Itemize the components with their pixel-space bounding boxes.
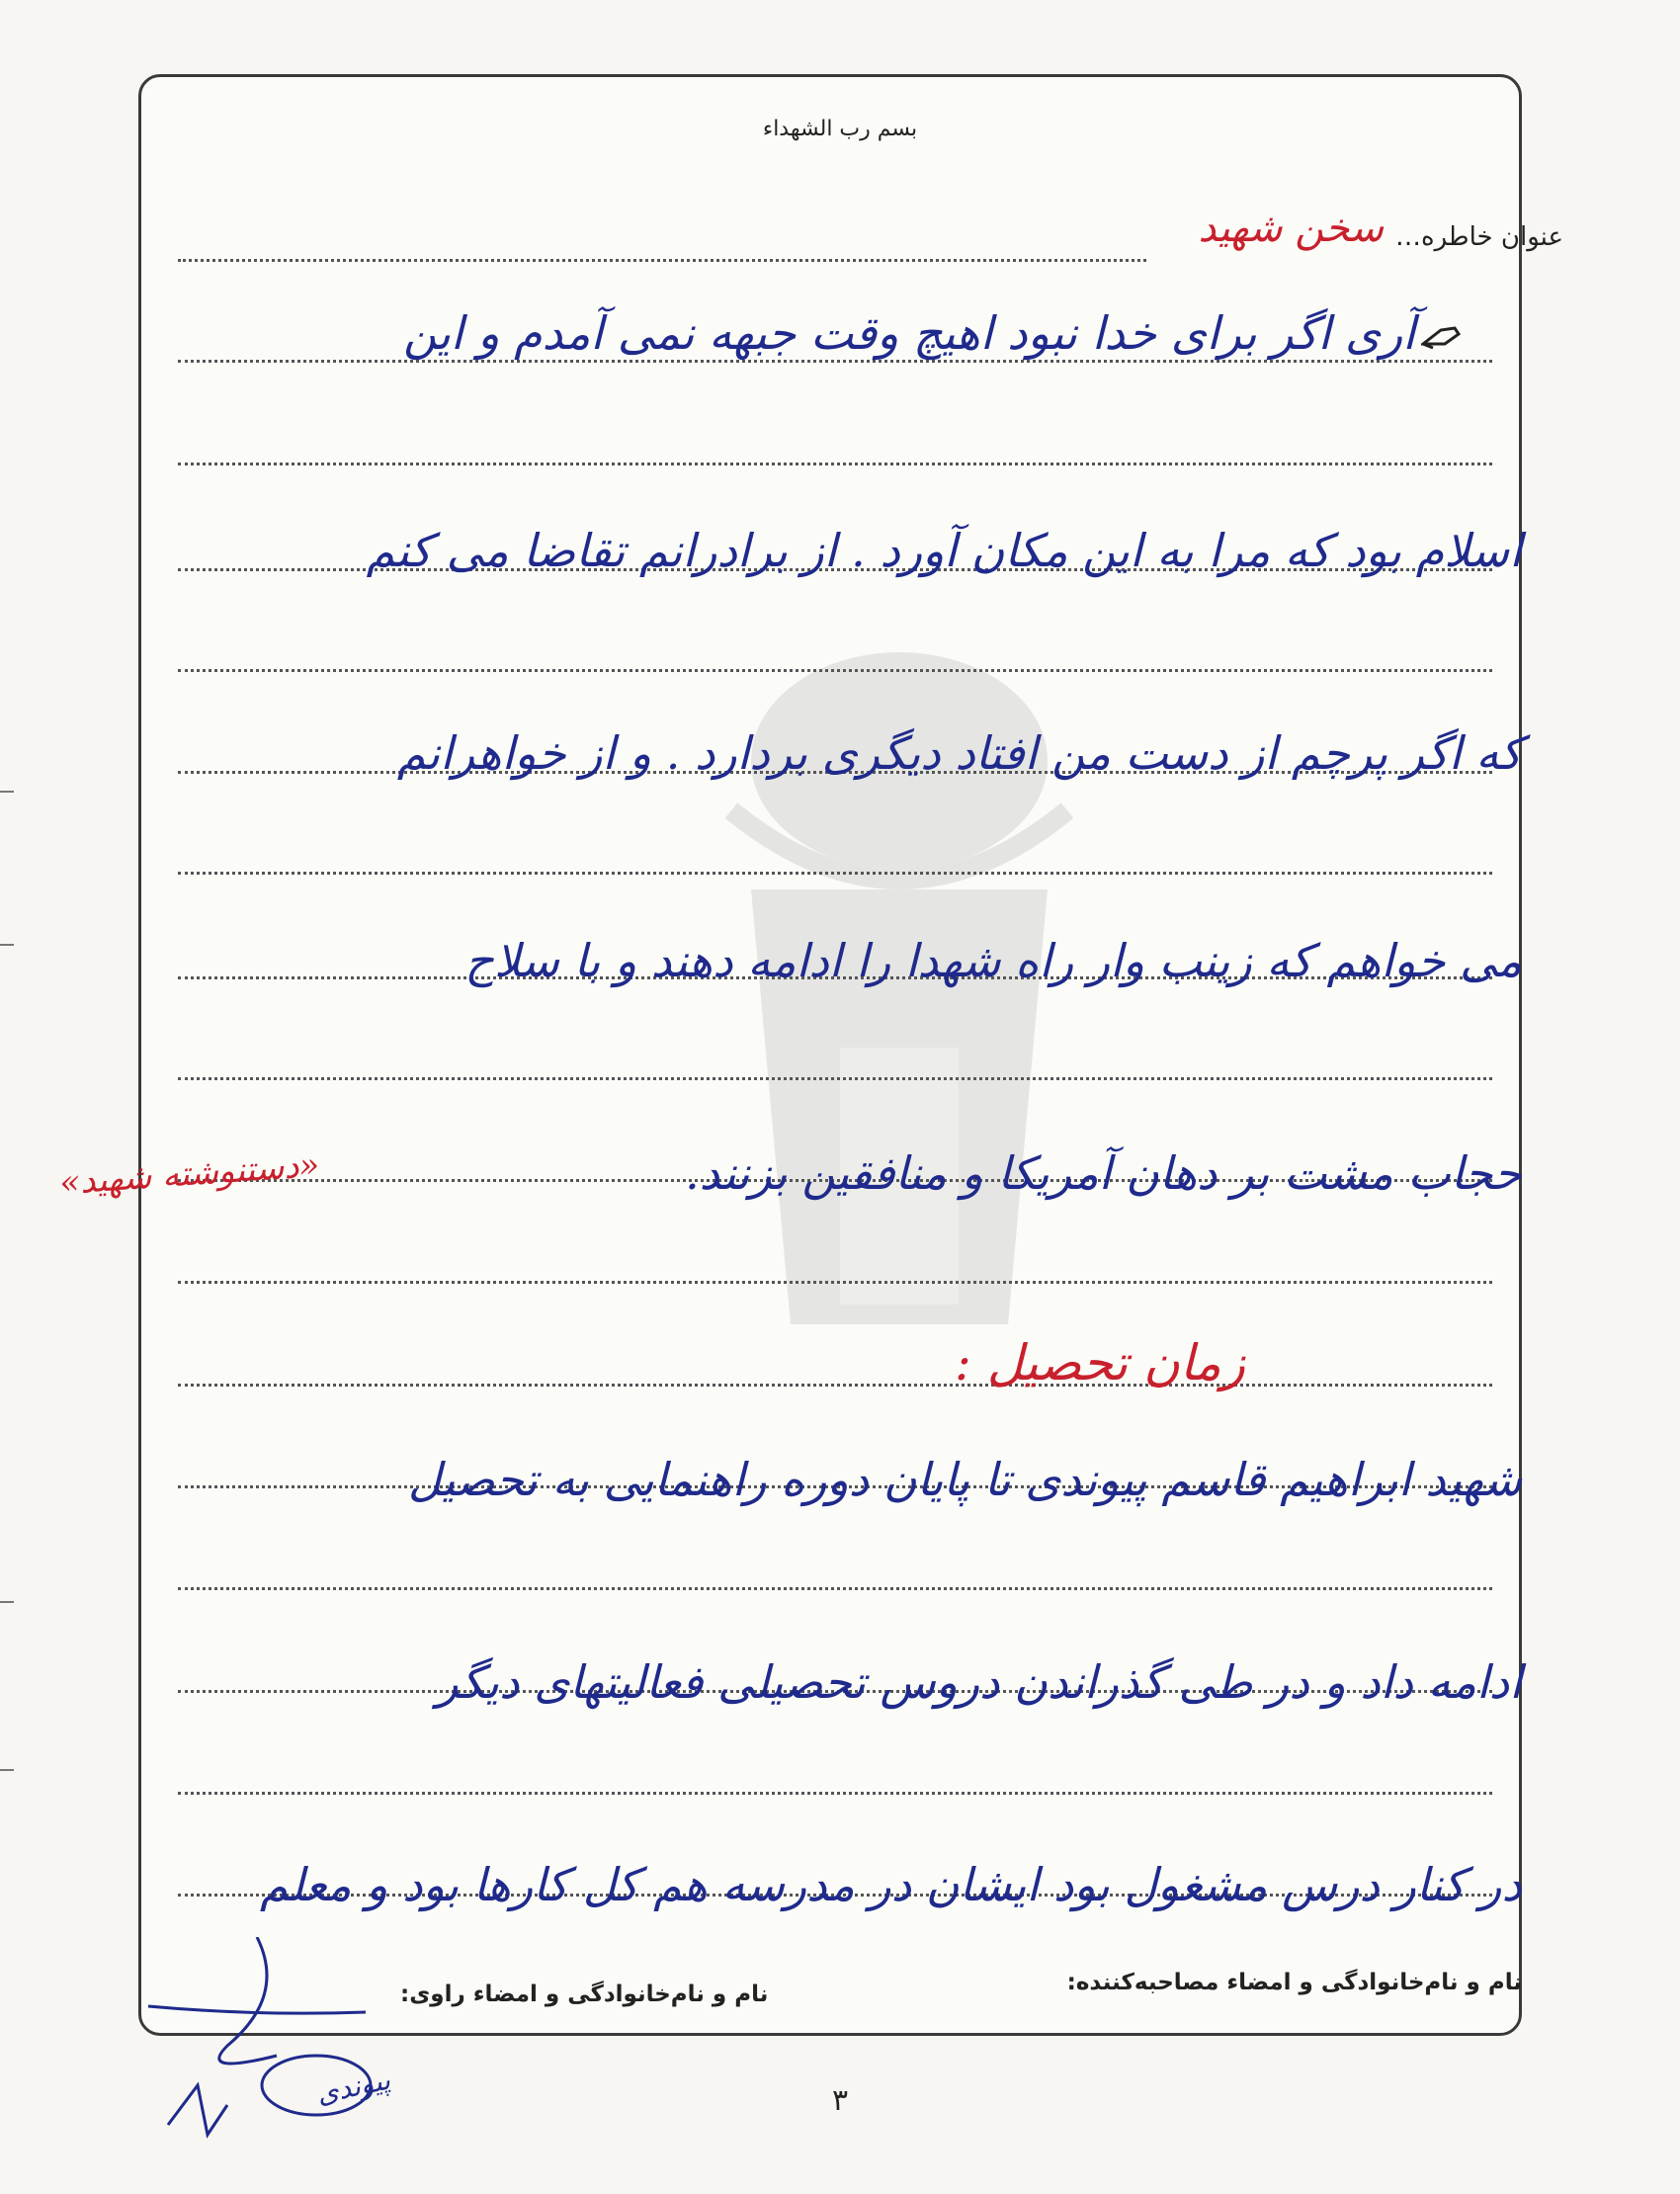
signature-text: پیوندی [313, 2063, 393, 2111]
side-note: «دستنوشته شهید» [57, 1144, 321, 1204]
handwritten-line-8: در کنار درس مشغول بود ایشان در مدرسه هم کل کارها بود و معلم [259, 1858, 1522, 1911]
header-basmala: بسم رب الشهداء [762, 117, 918, 141]
binding-mark [0, 1601, 14, 1609]
handwritten-line-7: ادامه داد و در طی گذراندن دروس تحصیلی فعالیتهای دیگر [436, 1655, 1522, 1709]
handwritten-line-4: می خواهم که زینب وار راه شهدا را ادامه دهند و با سلاح [464, 934, 1522, 987]
narrator-signature-label: نام و نام‌خانوادگی و امضاء راوی: [400, 1982, 769, 2007]
section-title: زمان تحصیل : [954, 1334, 1245, 1392]
handwritten-line-1: آری اگر برای خدا نبود اهیچ وقت جبهه نمی آمدم و این [403, 306, 1415, 360]
ruled-line [178, 1281, 1492, 1284]
ruled-line [178, 1077, 1492, 1080]
ruled-line [178, 360, 1492, 363]
ruled-line [178, 463, 1492, 465]
ruled-line [178, 259, 1146, 262]
signature-scribble [138, 1937, 376, 2194]
handwritten-line-5: حجاب مشت بر دهان آمریکا و منافقین بزنند. [685, 1146, 1522, 1200]
handwritten-line-3: که اگر پرچم از دست من افتاد دیگری بردارد . و از خواهرانم [396, 726, 1522, 780]
handwritten-line-2: اسلام بود که مرا به این مکان آورد . از برادرانم تقاضا می کنم [366, 524, 1522, 577]
binding-mark [0, 1769, 14, 1777]
ruled-line [178, 1384, 1492, 1387]
interviewer-signature-label: نام و نام‌خانوادگی و امضاء مصاحبه‌کننده: [1066, 1970, 1522, 1995]
binding-mark [0, 791, 14, 799]
binding-mark [0, 944, 14, 952]
ruled-line [178, 669, 1492, 672]
ruled-line [178, 872, 1492, 875]
pen-hand-icon [1421, 322, 1461, 352]
handwritten-line-6: شهید ابراهیم قاسم پیوندی تا پایان دوره راهنمایی به تحصیل [407, 1453, 1522, 1506]
ruled-line [178, 1792, 1492, 1795]
ruled-line [178, 1587, 1492, 1590]
page-number: ۳ [831, 2083, 849, 2118]
memory-title-label: عنوان خاطره… [1394, 222, 1563, 252]
memory-title-value: سخن شهید [1198, 206, 1384, 251]
